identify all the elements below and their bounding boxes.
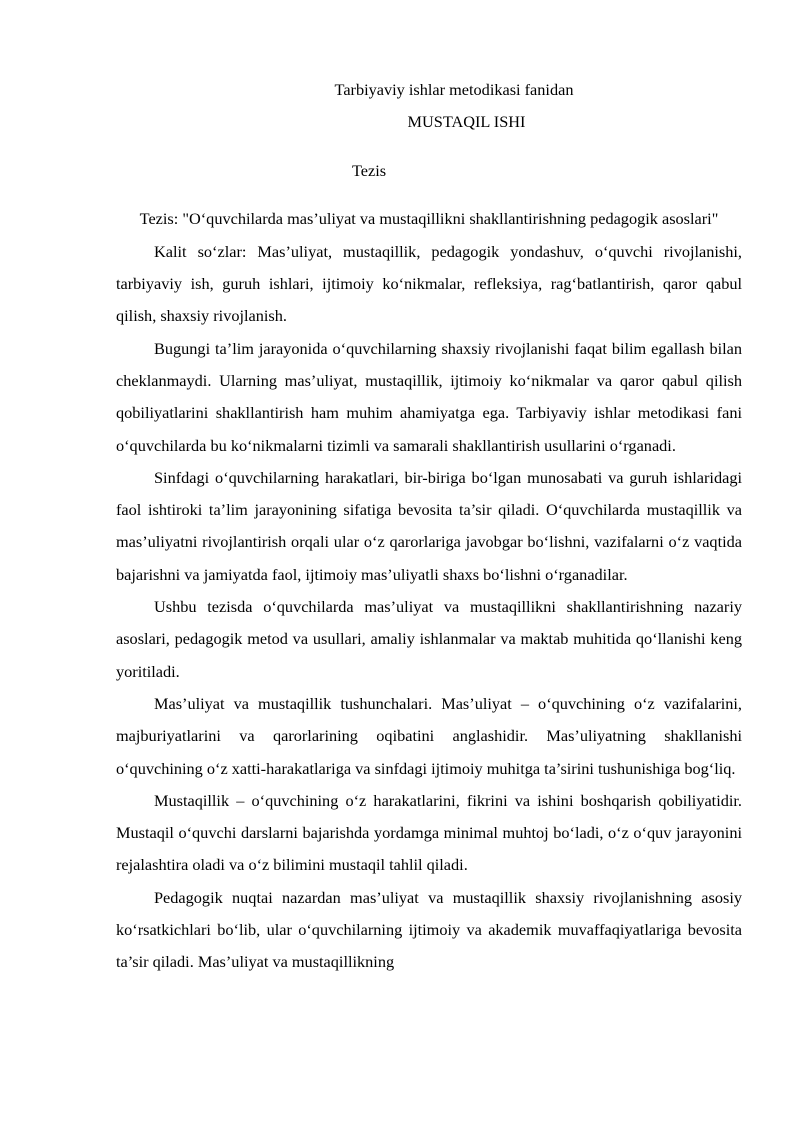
work-type-heading: MUSTAQIL ISHI [407, 112, 526, 132]
thesis-label-heading: Tezis [352, 160, 387, 180]
body-paragraph: Bugungi ta’lim jarayonida o‘quvchilarning shaxsiy rivojlanishi faqat bilim egallash bilan cheklanmaydi. Ularning mas’uliyat, mustaqillik, ijtimoiy ko‘nikmalar va qaror qabul qilish qobiliyatlarini shakllantirish ham muhim ahamiyatga ega. Tarbiyaviy ishlar metodikasi fani o‘quvchilarda bu ko‘nikmalarni tizimli va samarali shakllantirish usullarini o‘rganadi. [116, 338, 742, 455]
subject-heading: Tarbiyaviy ishlar metodikasi fanidan [334, 80, 574, 99]
body-paragraph: Sinfdagi o‘quvchilarning harakatlari, bir-biriga bo‘lgan munosabati va guruh ishlaridagi faol ishtiroki ta’lim jarayonining sifatiga bevosita ta’sir qiladi. O‘quvchilarda mustaqillik va mas’uliyatni rivojlantirish orqali ular o‘z qarorlariga javobgar bo‘lishni, vazifalarni o‘z vaqtida bajarishni va jamiyatda faol, ijtimoiy mas’uliyatli shaxs bo‘lishni o‘rganadilar. [116, 467, 742, 584]
keywords-paragraph: Kalit so‘zlar: Mas’uliyat, mustaqillik, pedagogik yondashuv, o‘quvchi rivojlanishi, tarbiyaviy ish, guruh ishlari, ijtimoiy ko‘nikmalar, refleksiya, rag‘batlantirish, qaror qabul qilish, shaxsiy rivojlanish. [116, 241, 742, 326]
body-paragraph: Mas’uliyat va mustaqillik tushunchalari. Mas’uliyat – o‘quvchining o‘z vazifalarini, majburiyatlarini va qarorlarining oqibatini anglashidir. Mas’uliyatning shakllanishi o‘quvchining o‘z xatti-harakatlariga va sinfdagi ijtimoiy muhitga ta’sirini tushunishiga bog‘liq. [116, 693, 742, 778]
body-paragraph: Mustaqillik – o‘quvchining o‘z harakatlarini, fikrini va ishini boshqarish qobiliyatidir. Mustaqil o‘quvchi darslarni bajarishda yordamga minimal muhtoj bo‘ladi, o‘z o‘quv jarayonini rejalashtira oladi va o‘z bilimini mustaqil tahlil qiladi. [116, 790, 742, 875]
body-paragraph: Ushbu tezisda o‘quvchilarda mas’uliyat va mustaqillikni shakllantirishning nazariy asoslari, pedagogik metod va usullari, amaliy ishlanmalar va maktab muhitida qo‘llanishi keng yoritiladi. [116, 597, 742, 681]
thesis-title: Tezis: "O‘quvchilarda mas’uliyat va mustaqillikni shakllantirishning pedagogik asoslari" [139, 209, 719, 229]
body-paragraph: Pedagogik nuqtai nazardan mas’uliyat va mustaqillik shaxsiy rivojlanishning asosiy ko‘rsatkichlari bo‘lib, ular o‘quvchilarning ijtimoiy va akademik muvaffaqiyatlariga bevosita ta’sir qiladi. Mas’uliyat va mustaqillikning [116, 887, 742, 972]
